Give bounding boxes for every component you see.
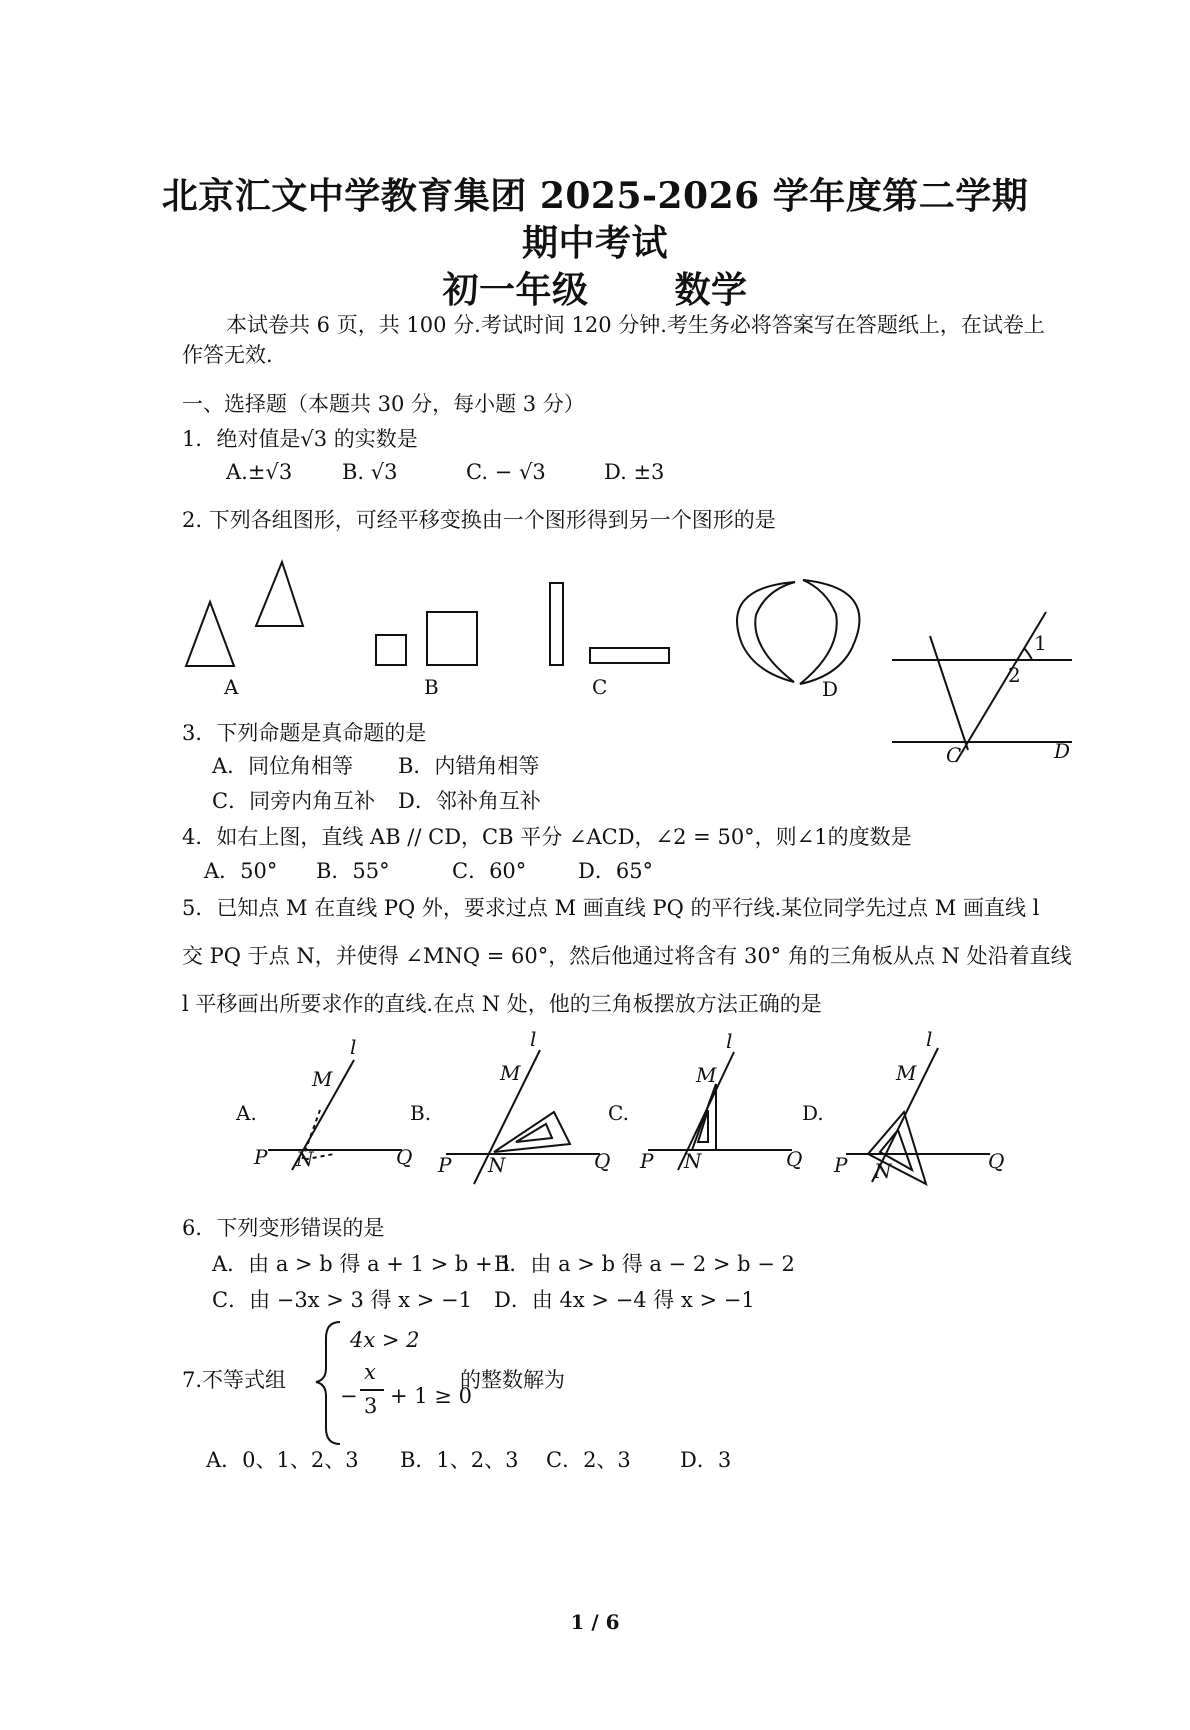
q1-stem: 1．绝对值是√3 的实数是: [182, 427, 418, 451]
q7-stem: 7.不等式组: [182, 1368, 287, 1392]
q4-stem: 4．如右上图，直线 AB // CD，CB 平分 ∠ACD，∠2 = 50°，则∠1的度数是: [182, 825, 912, 849]
q5-option-d: D.: [802, 1101, 824, 1125]
q5-option-b: B.: [410, 1101, 432, 1125]
q2-label-a: A: [224, 675, 239, 699]
exam-subtitle: 期中考试: [521, 222, 668, 264]
fig-label-2: 2: [1008, 663, 1021, 687]
fig-label-c: C: [946, 743, 962, 767]
q5-option-a: A.: [236, 1101, 257, 1125]
q7-inequality-2-rest: + 1 ≥ 0: [390, 1384, 472, 1408]
fig-c-label-m: M: [696, 1063, 717, 1087]
q2-label-b: B: [424, 675, 439, 699]
system-brace: [316, 1322, 340, 1444]
page-number: 1 / 6: [570, 1610, 620, 1634]
fig-d-label-l: l: [926, 1027, 933, 1051]
fig-c-label-q: Q: [786, 1147, 803, 1171]
q3-option-b: B．内错角相等: [398, 754, 540, 778]
q2-stem: 2. 下列各组图形，可经平移变换由一个图形得到另一个图形的是: [182, 508, 776, 532]
instructions: 本试卷共 6 页，共 100 分.考试时间 120 分钟.考生务必将答案写在答题纸上，在试卷上作答无效.: [182, 313, 1045, 367]
fig-b-label-m: M: [500, 1061, 521, 1085]
q6-option-b: B．由 a > b 得 a − 2 > b − 2: [494, 1252, 795, 1276]
q2-label-c: C: [592, 675, 608, 699]
fig-a-label-m: M: [312, 1067, 333, 1091]
q7-option-d: D．3: [680, 1448, 732, 1472]
q5-line1: 5．已知点 M 在直线 PQ 外，要求过点 M 画直线 PQ 的平行线.某位同学先过点 M 画直线 l: [182, 896, 1040, 920]
q4-option-a: A．50°: [204, 859, 278, 883]
q5-option-c: C.: [608, 1101, 629, 1125]
fig-b-label-q: Q: [594, 1149, 611, 1173]
q6-option-a: A．由 a > b 得 a + 1 > b + 1: [212, 1252, 513, 1276]
fig-c-label-n: N: [684, 1149, 702, 1173]
fig-d-label-q: Q: [988, 1149, 1005, 1173]
subject-label: 数学: [674, 269, 748, 311]
q3-option-d: D．邻补角互补: [398, 789, 541, 813]
fig-c-label-l: l: [726, 1029, 733, 1053]
q7-fraction-denominator: 3: [364, 1394, 378, 1418]
section-heading: 一、选择题（本题共 30 分，每小题 3 分）: [182, 392, 585, 416]
fig-d-label-p: P: [834, 1153, 848, 1177]
fig-b-label-l: l: [530, 1027, 537, 1051]
q5-line3: l 平移画出所要求作的直线.在点 N 处，他的三角板摆放方法正确的是: [182, 992, 822, 1016]
q4-option-b: B．55°: [316, 859, 390, 883]
q7-fraction-numerator: x: [364, 1360, 376, 1384]
q3-option-a: A．同位角相等: [212, 754, 354, 778]
fig-b-label-n: N: [488, 1153, 506, 1177]
q1-option-c: C. − √3: [466, 460, 546, 484]
q3-stem: 3．下列命题是真命题的是: [182, 721, 427, 745]
q4-option-d: D．65°: [578, 859, 654, 883]
q2-label-d: D: [822, 677, 839, 701]
fig-b-label-p: P: [438, 1153, 452, 1177]
q7-option-a: A．0、1、2、3: [206, 1448, 359, 1472]
fig-d-label-n: N: [874, 1159, 892, 1183]
fig-d-label-m: M: [896, 1061, 917, 1085]
fig-a-label-l: l: [350, 1035, 357, 1059]
q6-option-d: D．由 4x > −4 得 x > −1: [494, 1288, 755, 1312]
q4-option-c: C．60°: [452, 859, 527, 883]
fig-a-label-n: N: [296, 1147, 314, 1171]
q7-option-c: C．2、3: [546, 1448, 631, 1472]
fig-label-1: 1: [1034, 631, 1047, 655]
q1-option-a: A.±√3: [226, 460, 293, 484]
q5-line2: 交 PQ 于点 N，并使得 ∠MNQ = 60°，然后他通过将含有 30° 角的三角板从点 N 处沿着直线: [182, 944, 1072, 968]
q7-tail: 的整数解为: [460, 1368, 565, 1392]
fig-a-label-p: P: [254, 1145, 268, 1169]
fig-label-d: D: [1054, 739, 1071, 763]
fig-a-label-q: Q: [396, 1145, 413, 1169]
grade-label: 初一年级: [442, 269, 589, 311]
fig-c-label-p: P: [640, 1149, 654, 1173]
q6-stem: 6．下列变形错误的是: [182, 1216, 385, 1240]
q3-option-c: C．同旁内角互补: [212, 789, 376, 813]
q7-option-b: B．1、2、3: [400, 1448, 519, 1472]
exam-title: 北京汇文中学教育集团 2025-2026 学年度第二学期: [161, 175, 1029, 217]
q6-option-c: C．由 −3x > 3 得 x > −1: [212, 1288, 472, 1312]
q1-option-b: B. √3: [342, 460, 398, 484]
q7-minus-sign: −: [340, 1384, 358, 1408]
q1-option-d: D. ±3: [604, 460, 665, 484]
q7-inequality-1: 4x > 2: [350, 1328, 420, 1352]
